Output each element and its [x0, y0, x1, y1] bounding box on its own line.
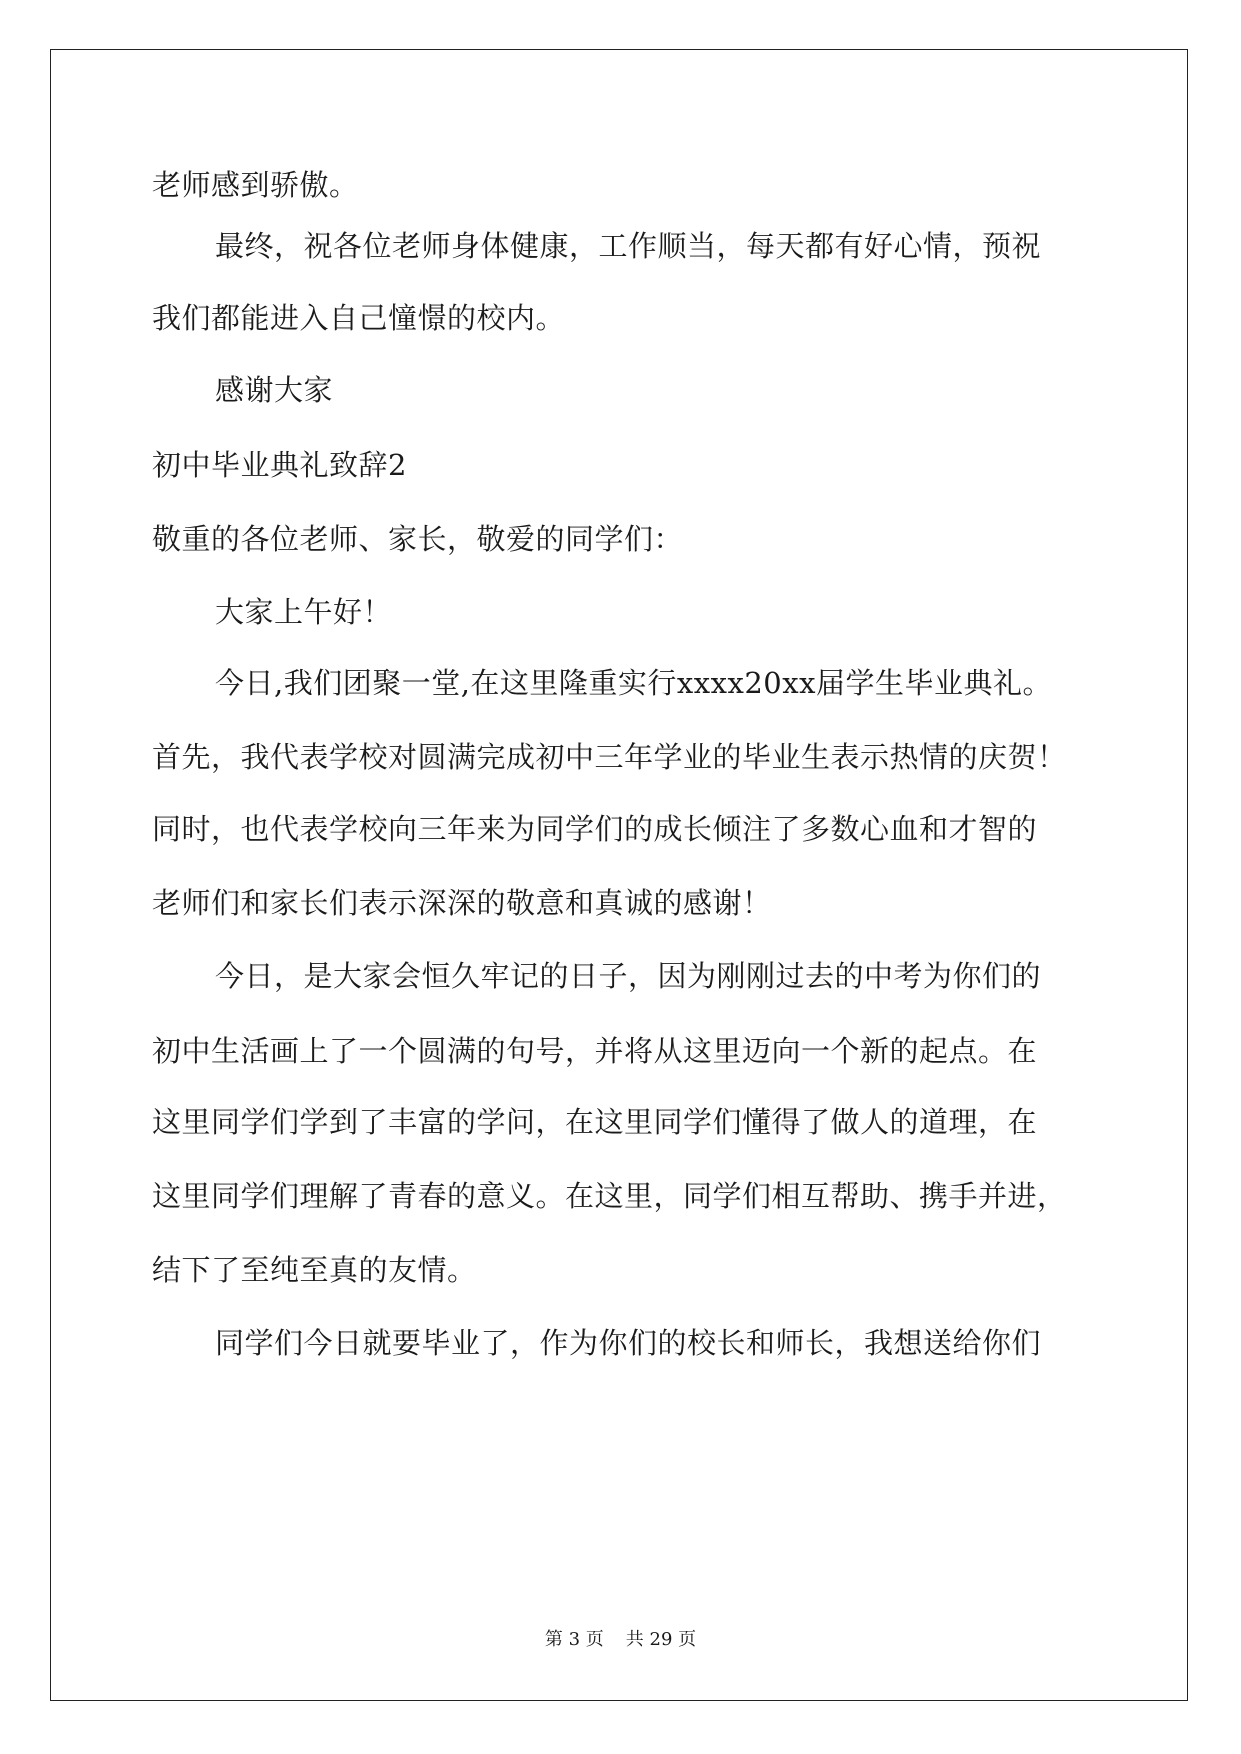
salutation: 敬重的各位老师、家长，敬爱的同学们：: [152, 522, 684, 556]
text-line: 结下了至纯至真的友情。: [152, 1253, 477, 1287]
text-line: 首先，我代表学校对圆满完成初中三年学业的毕业生表示热情的庆贺！: [152, 740, 1067, 774]
text-line: 同时，也代表学校向三年来为同学们的成长倾注了多数心血和才智的: [152, 812, 1038, 846]
text-line: 这里同学们理解了青春的意义。在这里，同学们相互帮助、携手并进，: [152, 1179, 1067, 1213]
text-line: 这里同学们学到了丰富的学问，在这里同学们懂得了做人的道理，在: [152, 1105, 1038, 1139]
page-border: [50, 49, 1188, 1701]
text-line: 最终，祝各位老师身体健康，工作顺当，每天都有好心情，预祝: [215, 229, 1042, 263]
text-line: 我们都能进入自己憧憬的校内。: [152, 301, 566, 335]
page-footer: [0, 1625, 1241, 1651]
page-number: 第 3 页: [544, 1629, 604, 1650]
page-total: 共 29 页: [625, 1629, 697, 1650]
greeting: 大家上午好！: [215, 595, 393, 629]
text-line: 今日，是大家会恒久牢记的日子，因为刚刚过去的中考为你们的: [215, 959, 1042, 993]
text-line: 今日,我们团聚一堂,在这里隆重实行xxxx20xx届学生毕业典礼。: [215, 666, 1052, 700]
text-line: 老师们和家长们表示深深的敬意和真诚的感谢！: [152, 886, 772, 920]
text-line: 老师感到骄傲。: [152, 168, 359, 202]
text-line: 感谢大家: [215, 373, 334, 407]
section-title: 初中毕业典礼致辞2: [152, 448, 407, 482]
text-line: 同学们今日就要毕业了，作为你们的校长和师长，我想送给你们: [215, 1326, 1042, 1360]
text-line: 初中生活画上了一个圆满的句号，并将从这里迈向一个新的起点。在: [152, 1034, 1038, 1068]
